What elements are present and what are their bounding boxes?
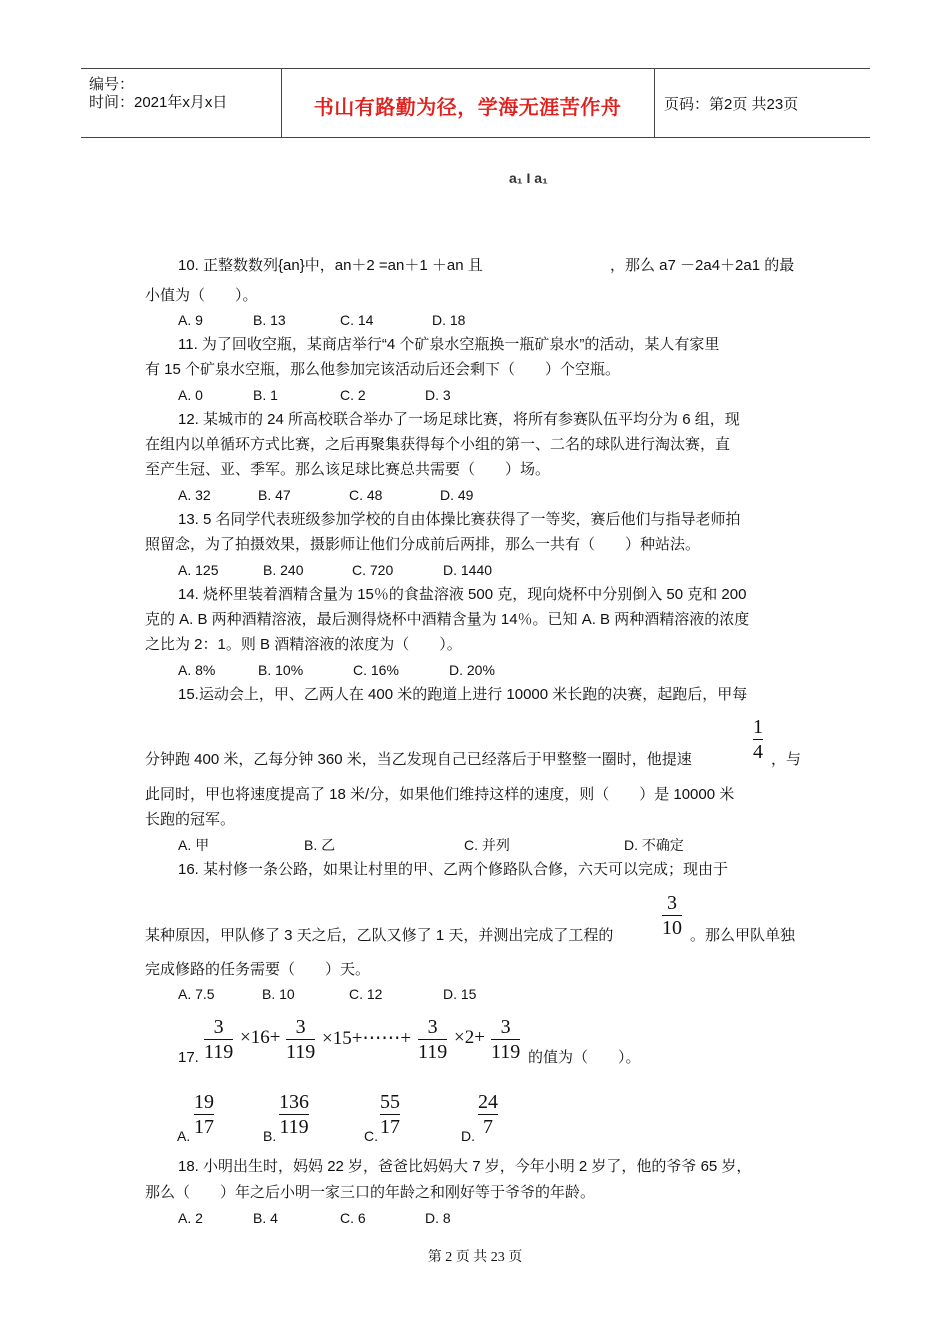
page-header: [81, 68, 870, 138]
q10-line1: 10. 正整数数列{an}中，an＋2 =an＋1 ＋an 且: [178, 257, 483, 274]
q15-option-a: A. 甲: [178, 837, 210, 853]
fraction-numerator: 3: [500, 1016, 511, 1038]
fraction-numerator: 3: [295, 1016, 306, 1038]
q15-option-c: C. 并列: [464, 837, 510, 853]
document-number: 编号：: [89, 76, 135, 93]
fraction-bar: [279, 1114, 309, 1115]
q14-line3: 之比为 2：1。则 B 酒精溶液的浓度为（ ）。: [145, 636, 462, 653]
q18-option-d: D. 8: [425, 1210, 451, 1226]
fraction-numerator: 136: [279, 1091, 309, 1113]
q15-fraction-numerator: 1: [753, 716, 763, 738]
fraction-numerator: 24: [478, 1091, 498, 1113]
q17-option-c-fraction: [380, 1091, 400, 1138]
q16-line2b: 。那么甲队单独: [690, 927, 796, 944]
q17-term-3: ×2+: [454, 1027, 485, 1048]
q13-option-d: D. 1440: [443, 562, 493, 578]
q15-line2b: ，与: [771, 751, 802, 768]
q15-option-d: D. 不确定: [624, 837, 684, 853]
motto: 书山有路勤为径，学海无涯苦作舟: [313, 97, 622, 119]
fraction-denominator: 119: [418, 1041, 448, 1063]
q17-option-d-fraction: [478, 1091, 498, 1138]
q16-fraction: [662, 892, 682, 939]
formula-fragment: a₁ I a₁: [509, 170, 548, 186]
q18-option-c: C. 6: [340, 1210, 366, 1226]
q17-tail: 的值为（ ）。: [528, 1049, 641, 1066]
fraction-denominator: 119: [204, 1041, 234, 1063]
q13-option-a: A. 125: [178, 562, 219, 578]
q12-option-c: C. 48: [349, 487, 383, 503]
q11-option-a: A. 0: [178, 387, 203, 403]
fraction-numerator: 3: [427, 1016, 438, 1038]
q17-option-c-letter: C.: [364, 1128, 378, 1144]
q17-option-b-letter: B.: [263, 1128, 277, 1144]
q14-line2: 克的 A. B 两种酒精溶液，最后测得烧杯中酒精含量为 14％。已知 A. B 两种酒精溶液的浓度: [145, 611, 750, 628]
q17-option-d-letter: D.: [461, 1128, 475, 1144]
fraction-bar: [418, 1039, 447, 1040]
q15-fraction-denominator: 4: [753, 741, 763, 763]
q10-option-d: D. 18: [432, 312, 466, 328]
q14-option-c: C. 16%: [353, 662, 399, 678]
q10-line1b: ，那么 a7 －2a4＋2a1 的最: [610, 257, 795, 274]
page-footer: 第 2 页 共 23 页: [427, 1250, 523, 1265]
fraction-denominator: 119: [491, 1041, 521, 1063]
q16-option-c: C. 12: [349, 986, 383, 1002]
q14-option-a: A. 8%: [178, 662, 216, 678]
q10-option-b: B. 13: [253, 312, 286, 328]
q13-option-b: B. 240: [263, 562, 304, 578]
q17-option-a-letter: A.: [177, 1128, 191, 1144]
q11-option-c: C. 2: [340, 387, 366, 403]
q12-option-b: B. 47: [258, 487, 291, 503]
q17-fraction-4: [491, 1016, 520, 1063]
fraction-numerator: 55: [380, 1091, 400, 1113]
q12-line2: 在组内以单循环方式比赛，之后再聚集获得每个小组的第一、二名的球队进行淘汰赛，直: [145, 436, 731, 453]
q16-fraction-numerator: 3: [667, 892, 677, 914]
q13-option-c: C. 720: [352, 562, 394, 578]
q16-line1: 16. 某村修一条公路，如果让村里的甲、乙两个修路队合修，六天可以完成；现由于: [178, 861, 729, 878]
q18-line2: 那么（ ）年之后小明一家三口的年龄之和刚好等于爷爷的年龄。: [145, 1184, 596, 1201]
fraction-denominator: 119: [279, 1116, 309, 1138]
q12-option-a: A. 32: [178, 487, 211, 503]
q17-fraction-3: [418, 1016, 447, 1063]
q17-label: 17.: [178, 1049, 199, 1066]
q11-option-b: B. 1: [253, 387, 278, 403]
q15-fraction: [753, 716, 763, 763]
fraction-bar: [753, 739, 763, 740]
fraction-bar: [478, 1114, 498, 1115]
q15-line4: 长跑的冠军。: [145, 811, 236, 828]
q15-line2: 分钟跑 400 米，乙每分钟 360 米，当乙发现自己已经落后于甲整整一圈时，他提速: [145, 751, 692, 768]
q16-option-d: D. 15: [443, 986, 477, 1002]
fraction-numerator: 3: [213, 1016, 224, 1038]
q14-line1: 14. 烧杯里装着酒精含量为 15％的食盐溶液 500 克，现向烧杯中分别倒入 50 克和 200: [178, 586, 747, 603]
header-page-cell: [654, 69, 870, 137]
q17-term-1: ×16+: [240, 1027, 281, 1048]
fraction-bar: [491, 1039, 520, 1040]
page-info: 页码：第2页 共23页: [664, 96, 799, 113]
fraction-bar: [286, 1039, 315, 1040]
fraction-bar: [662, 915, 682, 916]
q12-option-d: D. 49: [440, 487, 474, 503]
fraction-denominator: 119: [286, 1041, 316, 1063]
q13-line2: 照留念，为了拍摄效果，摄影师让他们分成前后两排，那么一共有（ ）种站法。: [145, 536, 701, 553]
q11-line1: 11. 为了回收空瓶，某商店举行“4 个矿泉水空瓶换一瓶矿泉水”的活动，某人有家里: [178, 336, 720, 353]
q17-option-b-fraction: [279, 1091, 309, 1138]
header-info-cell: [81, 69, 282, 137]
fraction-bar: [204, 1039, 233, 1040]
q16-line3: 完成修路的任务需要（ ）天。: [145, 961, 371, 978]
q15-option-b: B. 乙: [304, 837, 336, 853]
fraction-denominator: 7: [483, 1116, 493, 1138]
q17-fraction-1: [204, 1016, 233, 1063]
q15-line1: 15.运动会上，甲、乙两人在 400 米的跑道上进行 10000 米长跑的决赛，起跑后，甲每: [178, 686, 748, 703]
q15-line3: 此同时，甲也将速度提高了 18 米/分，如果他们维持这样的速度，则（ ）是 10000 米: [145, 786, 735, 803]
q10-option-c: C. 14: [340, 312, 374, 328]
q12-line3: 至产生冠、亚、季军。那么该足球比赛总共需要（ ）场。: [145, 461, 551, 478]
q18-option-a: A. 2: [178, 1210, 203, 1226]
q17-option-a-fraction: [194, 1091, 214, 1138]
fraction-bar: [194, 1114, 214, 1115]
document-date: 时间：2021年x月x日: [89, 94, 228, 111]
q11-option-d: D. 3: [425, 387, 451, 403]
q14-option-d: D. 20%: [449, 662, 495, 678]
q18-line1: 18. 小明出生时，妈妈 22 岁，爸爸比妈妈大 7 岁，今年小明 2 岁了，他的爷爷 65 岁，: [178, 1158, 752, 1175]
fraction-numerator: 19: [194, 1091, 214, 1113]
q16-line2: 某种原因，甲队修了 3 天之后，乙队又修了 1 天，并测出完成了工程的: [145, 927, 614, 944]
header-motto-cell: [281, 69, 655, 137]
q16-option-b: B. 10: [262, 986, 295, 1002]
q18-option-b: B. 4: [253, 1210, 278, 1226]
q16-fraction-denominator: 10: [662, 917, 682, 939]
q13-line1: 13. 5 名同学代表班级参加学校的自由体操比赛获得了一等奖，赛后他们与指导老师拍: [178, 511, 741, 528]
q12-line1: 12. 某城市的 24 所高校联合举办了一场足球比赛，将所有参赛队伍平均分为 6 组，现: [178, 411, 740, 428]
q10-line2: 小值为（ ）。: [145, 287, 258, 304]
q16-option-a: A. 7.5: [178, 986, 215, 1002]
fraction-denominator: 17: [194, 1116, 214, 1138]
q17-fraction-2: [286, 1016, 315, 1063]
q11-line2: 有 15 个矿泉水空瓶，那么他参加完该活动后还会剩下（ ）个空瓶。: [145, 361, 621, 378]
q10-option-a: A. 9: [178, 312, 203, 328]
fraction-bar: [380, 1114, 400, 1115]
q14-option-b: B. 10%: [258, 662, 304, 678]
fraction-denominator: 17: [380, 1116, 400, 1138]
q17-term-2: ×15+⋯⋯+: [322, 1028, 412, 1049]
